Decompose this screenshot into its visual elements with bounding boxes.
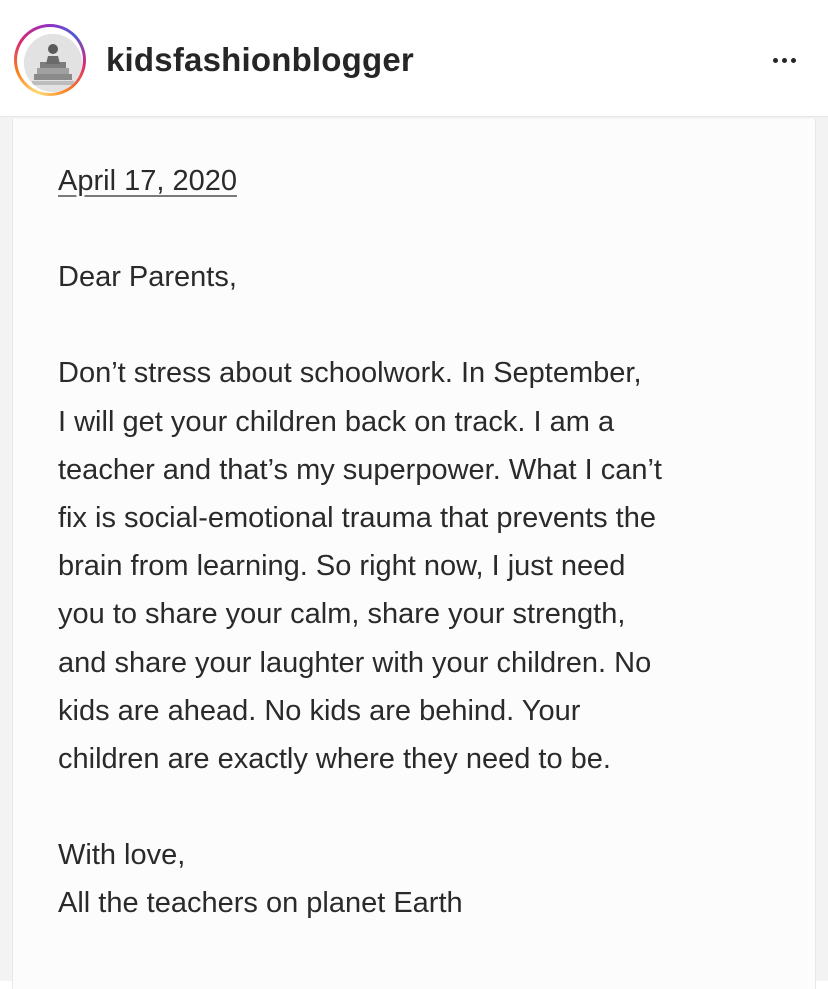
- post-image[interactable]: [0, 117, 828, 981]
- ellipsis-horizontal-icon: [773, 58, 778, 63]
- body-line: teacher and that’s my superpower. What I can’t: [58, 453, 662, 486]
- letter-date: April 17, 2020: [58, 165, 237, 197]
- more-options-button[interactable]: [760, 40, 808, 80]
- body-line: and share your laughter with your children. No: [58, 646, 652, 679]
- body-line: brain from learning. So right now, I just need: [58, 550, 626, 583]
- body-line: kids are ahead. No kids are behind. Your: [58, 694, 581, 727]
- body-line: I will get your children back on track. I am a: [58, 405, 615, 438]
- avatar-gap: [17, 27, 83, 93]
- letter-greeting: Dear Parents,: [58, 261, 237, 294]
- body-line: you to share your calm, share your strength,: [58, 598, 626, 631]
- story-ring[interactable]: [14, 24, 86, 96]
- letter-text: [58, 157, 808, 928]
- body-line: fix is social-emotional trauma that prevents the: [58, 502, 656, 535]
- ellipsis-dot: [782, 58, 787, 63]
- letter-closing: With love,: [58, 839, 186, 872]
- avatar[interactable]: [24, 34, 82, 92]
- body-line: Don’t stress about schoolwork. In September,: [58, 357, 642, 390]
- post-header: [0, 0, 828, 117]
- avatar-figure-icon: [24, 34, 82, 92]
- letter-paper: [12, 119, 816, 989]
- username-link[interactable]: kidsfashionblogger: [106, 41, 414, 78]
- ellipsis-dot: [791, 58, 796, 63]
- body-line: children are exactly where they need to be.: [58, 743, 611, 776]
- letter-signature: All the teachers on planet Earth: [58, 887, 463, 920]
